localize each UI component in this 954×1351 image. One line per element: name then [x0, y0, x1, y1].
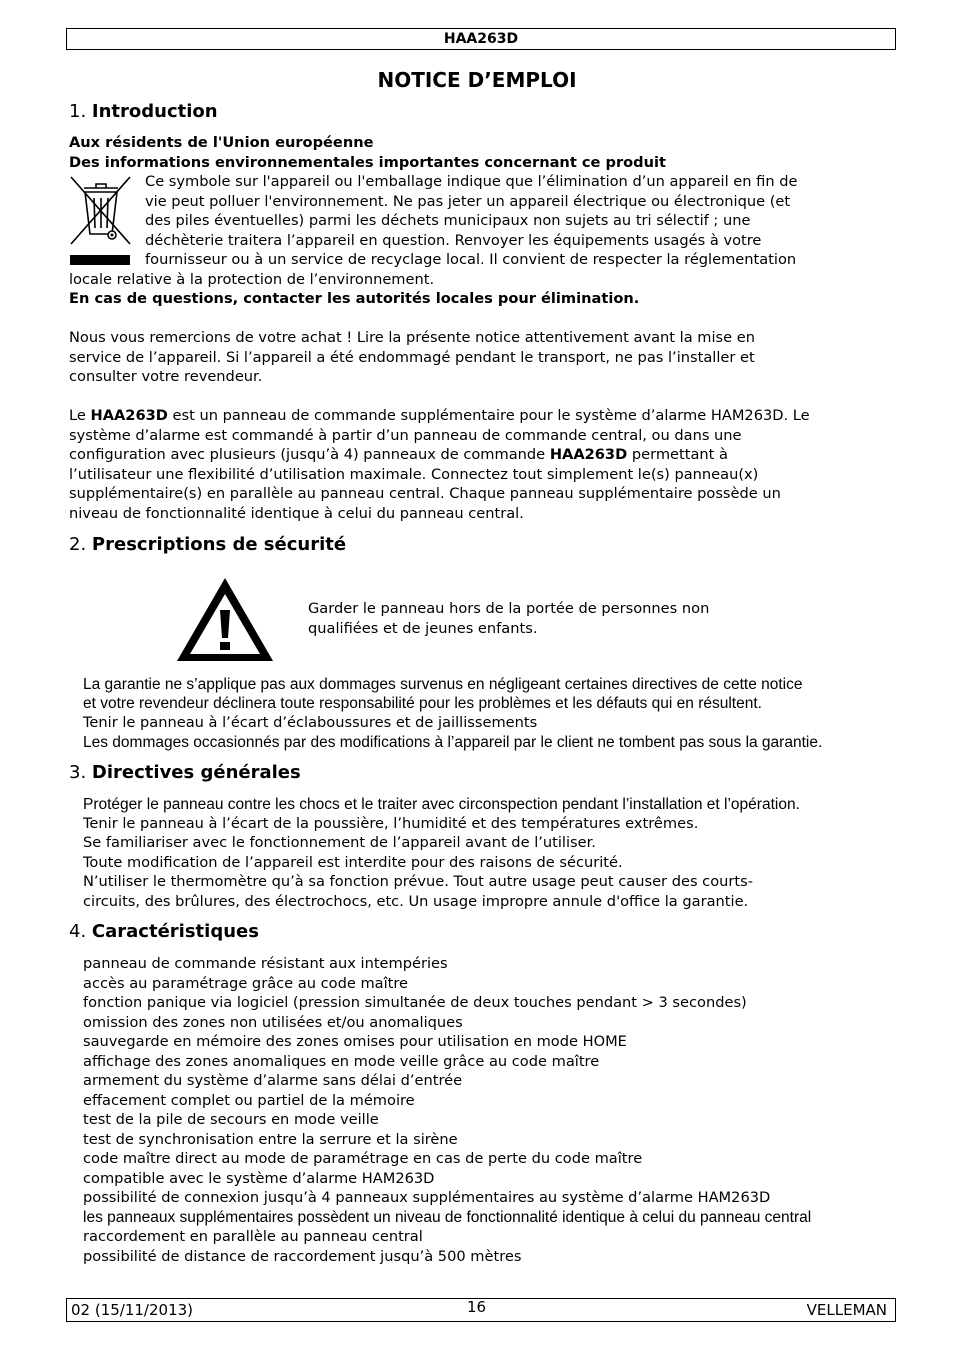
section-3-heading [69, 762, 301, 783]
section-number: 1. [69, 101, 87, 122]
text-run: permettant à [627, 446, 728, 463]
footer-version: 02 (15/11/2013) [71, 1301, 194, 1319]
section-title: Caractéristiques [91, 921, 259, 942]
list-item: Protéger le panneau contre les chocs et le traiter avec circonspection pendant l’installation et l’opération. [83, 796, 800, 813]
warning-line: Garder le panneau hors de la portée de personnes non [308, 600, 710, 617]
paragraph-line: niveau de fonctionnalité identique à celui du panneau central. [69, 505, 524, 522]
list-item: omission des zones non utilisées et/ou anomaliques [83, 1013, 463, 1031]
list-item: possibilité de connexion jusqu’à 4 panneaux supplémentaires au système d’alarme HAM263D [83, 1189, 771, 1206]
weee-line: locale relative à la protection de l’environnement. [69, 271, 435, 288]
model-name: HAA263D [90, 407, 168, 424]
list-item: N’utiliser le thermomètre qu’à sa fonction prévue. Tout autre usage peut causer des courts- [83, 873, 753, 890]
list-item: Tenir le panneau à l’écart d’éclaboussures et de jaillissements [83, 714, 538, 731]
eu-residents: Aux résidents de l'Union européenne [69, 134, 374, 151]
section-4-heading [69, 921, 259, 942]
list-item: possibilité de distance de raccordement jusqu’à 500 mètres [83, 1247, 522, 1265]
list-item: Les dommages occasionnés par des modifications à l’appareil par le client ne tombent pas sous la garantie. [83, 734, 823, 751]
list-item: effacement complet ou partiel de la mémoire [83, 1091, 415, 1109]
paragraph-line: consulter votre revendeur. [69, 368, 263, 385]
section-title: Directives générales [91, 762, 301, 783]
page-number: 16 [467, 1298, 487, 1316]
list-item: sauvegarde en mémoire des zones omises pour utilisation en mode HOME [83, 1033, 627, 1050]
paragraph-line: l’utilisateur une flexibilité d’utilisation maximale. Connectez tout simplement le(s) panneau(x) [69, 466, 759, 483]
list-item: compatible avec le système d’alarme HAM263D [83, 1169, 435, 1187]
weee-line: des piles éventuelles) parmi les déchets municipaux non sujets au tri sélectif ; une [145, 212, 751, 229]
text-run: Le [69, 407, 91, 424]
contact-note: En cas de questions, contacter les autorités locales pour élimination. [69, 290, 640, 307]
weee-line: Ce symbole sur l'appareil ou l'emballage indique que l’élimination d’un appareil en fin de [145, 173, 798, 190]
section-number: 4. [69, 921, 87, 942]
model-name: HAA263D [549, 446, 628, 463]
section-number: 2. [69, 534, 87, 555]
paragraph-line [69, 406, 810, 426]
list-item: affichage des zones anomaliques en mode veille grâce au code maître [83, 1052, 600, 1070]
list-item: armement du système d’alarme sans délai d’entrée [83, 1072, 463, 1089]
page-title: NOTICE D’EMPLOI [377, 68, 577, 92]
page-footer [66, 1298, 896, 1322]
env-info: Des informations environnementales importantes concernant ce produit [69, 154, 666, 171]
paragraph-line: supplémentaire(s) en parallèle au panneau central. Chaque panneau supplémentaire possède un [69, 485, 781, 502]
list-item: accès au paramétrage grâce au code maître [83, 974, 409, 992]
paragraph-line: Nous vous remercions de votre achat ! Lire la présente notice attentivement avant la mise en [69, 329, 756, 346]
list-item: et votre revendeur déclinera toute responsabilité pour les problèmes et les défauts qui en résultent. [83, 695, 762, 712]
list-item: Toute modification de l’appareil est interdite pour des raisons de sécurité. [83, 854, 623, 871]
list-item: raccordement en parallèle au panneau central [83, 1228, 423, 1245]
warning-line: qualifiées et de jeunes enfants. [308, 620, 538, 637]
section-2-heading [69, 534, 346, 555]
list-item: test de la pile de secours en mode veille [83, 1111, 379, 1128]
list-item: panneau de commande résistant aux intempéries [83, 955, 448, 972]
list-item: Se familiariser avec le fonctionnement de l’appareil avant de l’utiliser. [83, 834, 596, 851]
section-number: 3. [69, 762, 87, 783]
list-item: Tenir le panneau à l’écart de la poussière, l’humidité et des températures extrêmes. [83, 815, 699, 832]
header-model: HAA263D [66, 28, 896, 50]
text-run: configuration avec plusieurs (jusqu’à 4) panneaux de commande [69, 446, 550, 463]
footer-brand: VELLEMAN [806, 1301, 887, 1319]
paragraph-line: service de l’appareil. Si l’appareil a été endommagé pendant le transport, ne pas l’installer et [69, 349, 755, 366]
section-title: Introduction [91, 101, 218, 122]
text-run: est un panneau de commande supplémentaire pour le système d’alarme HAM263D. Le [167, 407, 810, 424]
list-item: les panneaux supplémentaires possèdent un niveau de fonctionnalité identique à celui du panneau central [83, 1208, 812, 1226]
weee-bin-icon [68, 174, 134, 266]
list-item: fonction panique via logiciel (pression simultanée de deux touches pendant > 3 secondes) [83, 994, 747, 1011]
section-1-heading [69, 101, 218, 122]
list-item: test de synchronisation entre la serrure et la sirène [83, 1130, 458, 1148]
paragraph-line: système d’alarme est commandé à partir d’un panneau de commande central, ou dans une [69, 427, 742, 444]
weee-line: fournisseur ou à un service de recyclage local. Il convient de respecter la réglementation [145, 251, 797, 268]
list-item: circuits, des brûlures, des électrochocs, etc. Un usage impropre annule d'office la garantie. [83, 893, 749, 910]
weee-line: déchèterie traitera l’appareil en question. Renvoyer les équipements usagés à votre [145, 232, 762, 249]
list-item: La garantie ne s’applique pas aux dommages survenus en négligeant certaines directives de cette notice [83, 676, 803, 693]
paragraph-line [69, 445, 728, 465]
section-title: Prescriptions de sécurité [91, 534, 347, 555]
list-item: code maître direct au mode de paramétrage en cas de perte du code maître [83, 1150, 643, 1167]
warning-triangle-icon [175, 576, 275, 663]
weee-line: vie peut polluer l'environnement. Ne pas jeter un appareil électrique ou électronique (et [145, 193, 791, 210]
